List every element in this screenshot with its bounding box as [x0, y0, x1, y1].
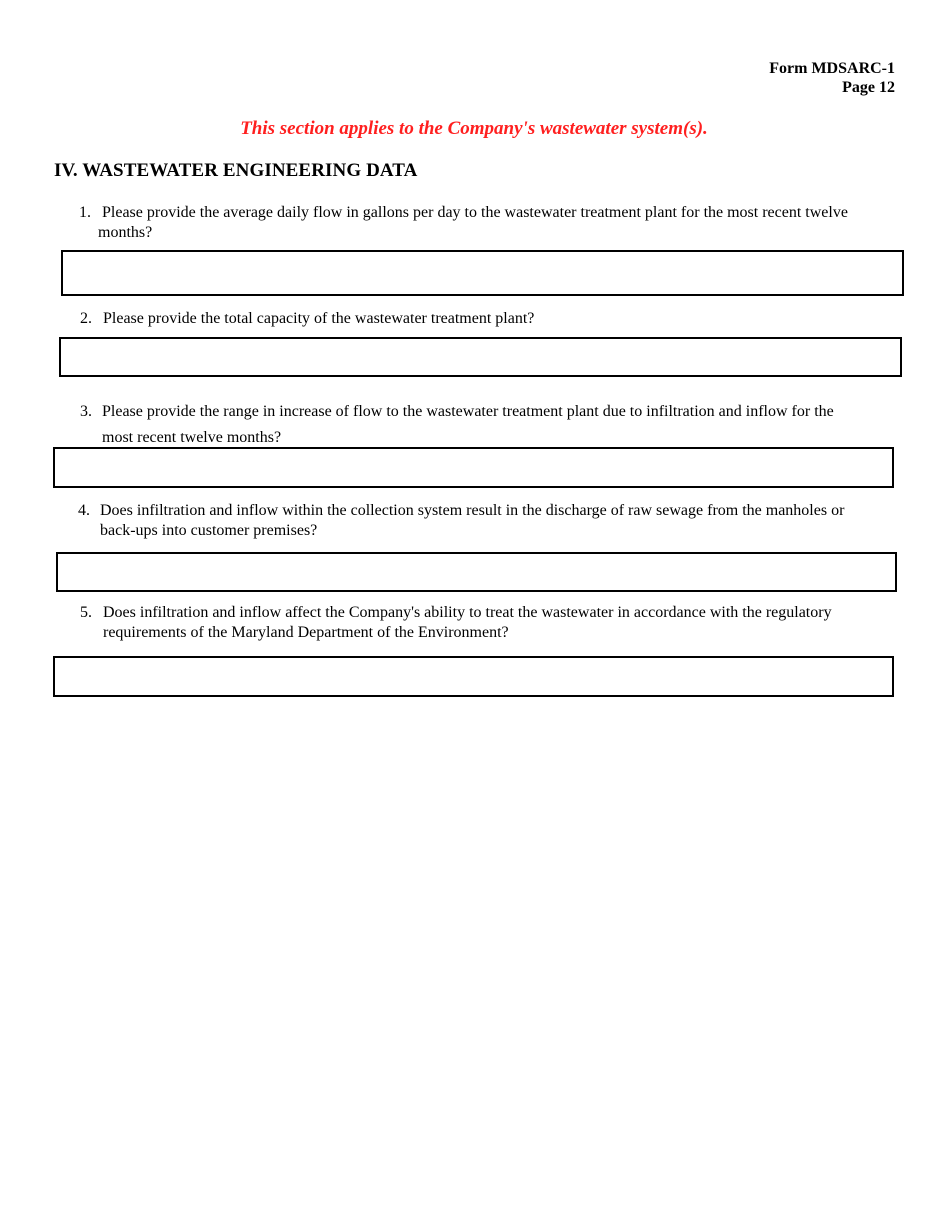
answer-box-2[interactable] [59, 337, 902, 377]
question-number: 2. [80, 310, 92, 327]
question-text: Does infiltration and inflow affect the Company's ability to treat the wastewater in accordance with the regulatory [103, 604, 832, 621]
answer-box-1[interactable] [61, 250, 904, 296]
question-3 [80, 399, 880, 451]
answer-box-4[interactable] [56, 552, 897, 592]
question-text-continued: back-ups into customer premises? [100, 521, 318, 539]
question-5 [80, 603, 880, 642]
question-1 [79, 203, 879, 242]
question-text: Please provide the range in increase of flow to the wastewater treatment plant due to infiltration and inflow for the [102, 403, 834, 420]
answer-box-5[interactable] [53, 656, 894, 697]
question-text-continued: requirements of the Maryland Department of the Environment? [103, 623, 509, 641]
question-text: Does infiltration and inflow within the collection system result in the discharge of raw sewage from the manholes or [100, 502, 845, 519]
question-number: 4. [78, 502, 90, 519]
question-2 [80, 309, 880, 329]
question-text: Please provide the total capacity of the wastewater treatment plant? [103, 310, 535, 327]
question-4 [78, 501, 878, 540]
question-number: 5. [80, 604, 92, 621]
section-notice: This section applies to the Company's wastewater system(s). [240, 118, 708, 139]
question-number: 3. [80, 403, 92, 420]
question-text-continued: most recent twelve months? [102, 429, 282, 446]
section-title: IV. WASTEWATER ENGINEERING DATA [54, 160, 418, 181]
form-identifier [595, 59, 895, 97]
form-number: Form MDSARC-1 [769, 60, 895, 77]
answer-box-3[interactable] [53, 447, 894, 488]
question-text: Please provide the average daily flow in gallons per day to the wastewater treatment plant for the most recent twelve [102, 204, 848, 221]
question-number: 1. [79, 204, 91, 221]
question-text-continued: months? [98, 223, 153, 241]
page-number: Page 12 [842, 79, 895, 96]
